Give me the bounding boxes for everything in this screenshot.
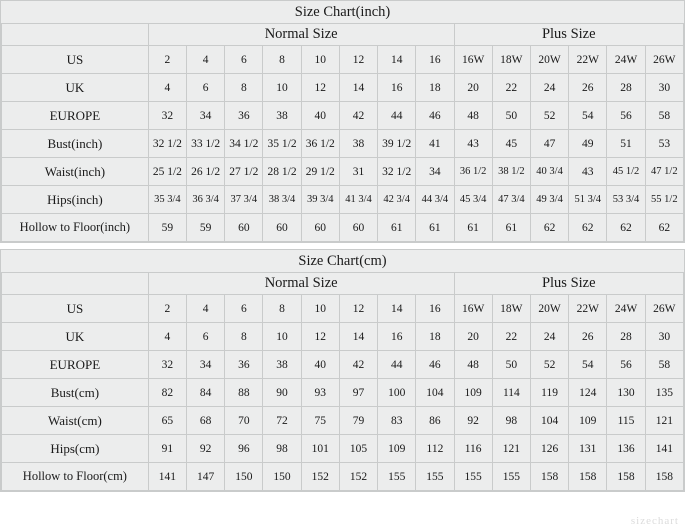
cell: 115 — [607, 407, 645, 435]
cell: 82 — [148, 379, 186, 407]
group-header-normal: Normal Size — [148, 273, 454, 295]
cell: 75 — [301, 407, 339, 435]
row-label: EUROPE — [2, 102, 149, 130]
cell: 38 — [263, 102, 301, 130]
cell: 35 1/2 — [263, 130, 301, 158]
cell: 84 — [187, 379, 225, 407]
cell: 40 — [301, 351, 339, 379]
cell: 42 — [339, 351, 377, 379]
cell: 33 1/2 — [187, 130, 225, 158]
cell: 50 — [492, 102, 530, 130]
cell: 124 — [569, 379, 607, 407]
cell: 109 — [569, 407, 607, 435]
cell: 6 — [225, 46, 263, 74]
cell: 24W — [607, 295, 645, 323]
cell: 39 3/4 — [301, 186, 339, 214]
cell: 28 — [607, 323, 645, 351]
size-chart-inch-block — [0, 0, 685, 243]
cell: 86 — [416, 407, 454, 435]
row-label: Hollow to Floor(cm) — [2, 463, 149, 491]
cell: 36 — [225, 102, 263, 130]
cell: 25 1/2 — [148, 158, 186, 186]
cell: 14 — [378, 46, 416, 74]
cell: 96 — [225, 435, 263, 463]
cell: 51 3/4 — [569, 186, 607, 214]
cell: 49 3/4 — [530, 186, 568, 214]
cell: 38 3/4 — [263, 186, 301, 214]
cell: 6 — [187, 74, 225, 102]
table-row — [2, 46, 684, 74]
cell: 27 1/2 — [225, 158, 263, 186]
cell: 10 — [301, 46, 339, 74]
cell: 16W — [454, 46, 492, 74]
cell: 34 — [416, 158, 454, 186]
cell: 98 — [263, 435, 301, 463]
cell: 47 1/2 — [645, 158, 683, 186]
table-title-row — [2, 1, 684, 24]
cell: 4 — [187, 46, 225, 74]
cell: 47 3/4 — [492, 186, 530, 214]
cell: 121 — [492, 435, 530, 463]
cell: 45 — [492, 130, 530, 158]
cell: 10 — [263, 74, 301, 102]
cell: 16 — [416, 295, 454, 323]
table-group-row — [2, 273, 684, 295]
cell: 48 — [454, 351, 492, 379]
table-row — [2, 435, 684, 463]
group-header-normal: Normal Size — [148, 24, 454, 46]
cell: 88 — [225, 379, 263, 407]
cell: 6 — [225, 295, 263, 323]
row-label: Bust(inch) — [2, 130, 149, 158]
row-label: Hips(cm) — [2, 435, 149, 463]
cell: 36 1/2 — [454, 158, 492, 186]
cell: 131 — [569, 435, 607, 463]
cell: 72 — [263, 407, 301, 435]
cell: 40 3/4 — [530, 158, 568, 186]
cell: 8 — [263, 295, 301, 323]
cell: 62 — [569, 214, 607, 242]
cell: 92 — [454, 407, 492, 435]
table-row — [2, 351, 684, 379]
cell: 38 — [339, 130, 377, 158]
table-row — [2, 323, 684, 351]
cell: 147 — [187, 463, 225, 491]
cell: 45 1/2 — [607, 158, 645, 186]
cell: 92 — [187, 435, 225, 463]
row-label: EUROPE — [2, 351, 149, 379]
row-label: UK — [2, 323, 149, 351]
cell: 61 — [492, 214, 530, 242]
cell: 158 — [607, 463, 645, 491]
cell: 47 — [530, 130, 568, 158]
cell: 49 — [569, 130, 607, 158]
cell: 150 — [263, 463, 301, 491]
cell: 26W — [645, 46, 683, 74]
cell: 32 1/2 — [148, 130, 186, 158]
cell: 52 — [530, 351, 568, 379]
cell: 121 — [645, 407, 683, 435]
cell: 54 — [569, 102, 607, 130]
row-label: Hollow to Floor(inch) — [2, 214, 149, 242]
cell: 32 1/2 — [378, 158, 416, 186]
cell: 98 — [492, 407, 530, 435]
cell: 150 — [225, 463, 263, 491]
cell: 155 — [454, 463, 492, 491]
cell: 141 — [645, 435, 683, 463]
cell: 41 — [416, 130, 454, 158]
cell: 20 — [454, 74, 492, 102]
cell: 22 — [492, 323, 530, 351]
cell: 68 — [187, 407, 225, 435]
table-row — [2, 407, 684, 435]
table-row — [2, 214, 684, 242]
cell: 60 — [339, 214, 377, 242]
cell: 36 3/4 — [187, 186, 225, 214]
cell: 152 — [301, 463, 339, 491]
chart-title: Size Chart(inch) — [2, 1, 684, 24]
cell: 126 — [530, 435, 568, 463]
cell: 109 — [454, 379, 492, 407]
cell: 42 3/4 — [378, 186, 416, 214]
cell: 10 — [263, 323, 301, 351]
cell: 22 — [492, 74, 530, 102]
cell: 53 — [645, 130, 683, 158]
cell: 22W — [569, 46, 607, 74]
cell: 79 — [339, 407, 377, 435]
cell: 8 — [225, 74, 263, 102]
cell: 62 — [530, 214, 568, 242]
cell: 61 — [454, 214, 492, 242]
cell: 97 — [339, 379, 377, 407]
cell: 2 — [148, 46, 186, 74]
cell: 16 — [416, 46, 454, 74]
cell: 39 1/2 — [378, 130, 416, 158]
size-chart-inch-table — [1, 1, 684, 242]
row-label: US — [2, 295, 149, 323]
cell: 43 — [569, 158, 607, 186]
cell: 10 — [301, 295, 339, 323]
cell: 135 — [645, 379, 683, 407]
cell: 12 — [339, 46, 377, 74]
cell: 26 — [569, 74, 607, 102]
cell: 24 — [530, 323, 568, 351]
cell: 34 1/2 — [225, 130, 263, 158]
cell: 91 — [148, 435, 186, 463]
row-label: Bust(cm) — [2, 379, 149, 407]
table-row — [2, 130, 684, 158]
cell: 112 — [416, 435, 454, 463]
cell: 58 — [645, 102, 683, 130]
cell: 28 1/2 — [263, 158, 301, 186]
table-row — [2, 463, 684, 491]
cell: 24W — [607, 46, 645, 74]
cell: 44 — [378, 351, 416, 379]
cell: 35 3/4 — [148, 186, 186, 214]
cell: 8 — [263, 46, 301, 74]
cell: 34 — [187, 351, 225, 379]
cell: 104 — [416, 379, 454, 407]
cell: 32 — [148, 351, 186, 379]
cell: 14 — [378, 295, 416, 323]
cell: 18 — [416, 74, 454, 102]
cell: 26W — [645, 295, 683, 323]
cell: 155 — [378, 463, 416, 491]
cell: 42 — [339, 102, 377, 130]
cell: 18W — [492, 295, 530, 323]
cell: 20W — [530, 295, 568, 323]
cell: 14 — [339, 323, 377, 351]
cell: 54 — [569, 351, 607, 379]
cell: 32 — [148, 102, 186, 130]
cell: 34 — [187, 102, 225, 130]
cell: 61 — [378, 214, 416, 242]
cell: 2 — [148, 295, 186, 323]
cell: 31 — [339, 158, 377, 186]
cell: 61 — [416, 214, 454, 242]
table-row — [2, 186, 684, 214]
cell: 4 — [187, 295, 225, 323]
cell: 83 — [378, 407, 416, 435]
cell: 60 — [301, 214, 339, 242]
chart-title: Size Chart(cm) — [2, 250, 684, 273]
group-header-plus: Plus Size — [454, 24, 683, 46]
corner-cell — [2, 273, 149, 295]
cell: 136 — [607, 435, 645, 463]
cell: 28 — [607, 74, 645, 102]
cell: 18 — [416, 323, 454, 351]
cell: 152 — [339, 463, 377, 491]
cell: 37 3/4 — [225, 186, 263, 214]
table-row — [2, 379, 684, 407]
cell: 158 — [569, 463, 607, 491]
group-header-plus: Plus Size — [454, 273, 683, 295]
cell: 62 — [645, 214, 683, 242]
cell: 20W — [530, 46, 568, 74]
cell: 65 — [148, 407, 186, 435]
cell: 12 — [339, 295, 377, 323]
row-label: Waist(cm) — [2, 407, 149, 435]
cell: 45 3/4 — [454, 186, 492, 214]
cell: 38 1/2 — [492, 158, 530, 186]
cell: 29 1/2 — [301, 158, 339, 186]
cell: 43 — [454, 130, 492, 158]
cell: 16W — [454, 295, 492, 323]
cell: 14 — [339, 74, 377, 102]
corner-cell — [2, 24, 149, 46]
cell: 130 — [607, 379, 645, 407]
cell: 119 — [530, 379, 568, 407]
cell: 44 3/4 — [416, 186, 454, 214]
cell: 20 — [454, 323, 492, 351]
cell: 158 — [530, 463, 568, 491]
row-label: UK — [2, 74, 149, 102]
cell: 4 — [148, 323, 186, 351]
cell: 4 — [148, 74, 186, 102]
cell: 141 — [148, 463, 186, 491]
cell: 8 — [225, 323, 263, 351]
cell: 93 — [301, 379, 339, 407]
table-row — [2, 74, 684, 102]
table-row — [2, 158, 684, 186]
cell: 41 3/4 — [339, 186, 377, 214]
size-chart-cm-block — [0, 249, 685, 492]
cell: 53 3/4 — [607, 186, 645, 214]
cell: 104 — [530, 407, 568, 435]
cell: 51 — [607, 130, 645, 158]
cell: 109 — [378, 435, 416, 463]
cell: 36 — [225, 351, 263, 379]
cell: 12 — [301, 74, 339, 102]
row-label: US — [2, 46, 149, 74]
cell: 36 1/2 — [301, 130, 339, 158]
cell: 155 — [416, 463, 454, 491]
cell: 158 — [645, 463, 683, 491]
cell: 6 — [187, 323, 225, 351]
cell: 26 1/2 — [187, 158, 225, 186]
cell: 44 — [378, 102, 416, 130]
cell: 46 — [416, 102, 454, 130]
cell: 38 — [263, 351, 301, 379]
cell: 30 — [645, 74, 683, 102]
cell: 60 — [225, 214, 263, 242]
cell: 60 — [263, 214, 301, 242]
cell: 48 — [454, 102, 492, 130]
cell: 18W — [492, 46, 530, 74]
cell: 24 — [530, 74, 568, 102]
cell: 46 — [416, 351, 454, 379]
cell: 50 — [492, 351, 530, 379]
cell: 58 — [645, 351, 683, 379]
row-label: Hips(inch) — [2, 186, 149, 214]
table-title-row — [2, 250, 684, 273]
cell: 100 — [378, 379, 416, 407]
cell: 101 — [301, 435, 339, 463]
cell: 26 — [569, 323, 607, 351]
cell: 40 — [301, 102, 339, 130]
cell: 52 — [530, 102, 568, 130]
watermark: sizechart — [630, 515, 679, 527]
cell: 90 — [263, 379, 301, 407]
cell: 30 — [645, 323, 683, 351]
cell: 16 — [378, 74, 416, 102]
row-label: Waist(inch) — [2, 158, 149, 186]
table-group-row — [2, 24, 684, 46]
cell: 62 — [607, 214, 645, 242]
cell: 105 — [339, 435, 377, 463]
cell: 56 — [607, 351, 645, 379]
table-row — [2, 295, 684, 323]
cell: 155 — [492, 463, 530, 491]
cell: 116 — [454, 435, 492, 463]
cell: 22W — [569, 295, 607, 323]
cell: 59 — [187, 214, 225, 242]
cell: 70 — [225, 407, 263, 435]
table-row — [2, 102, 684, 130]
size-chart-cm-table — [1, 250, 684, 491]
cell: 114 — [492, 379, 530, 407]
cell: 16 — [378, 323, 416, 351]
cell: 56 — [607, 102, 645, 130]
cell: 12 — [301, 323, 339, 351]
cell: 59 — [148, 214, 186, 242]
cell: 55 1/2 — [645, 186, 683, 214]
